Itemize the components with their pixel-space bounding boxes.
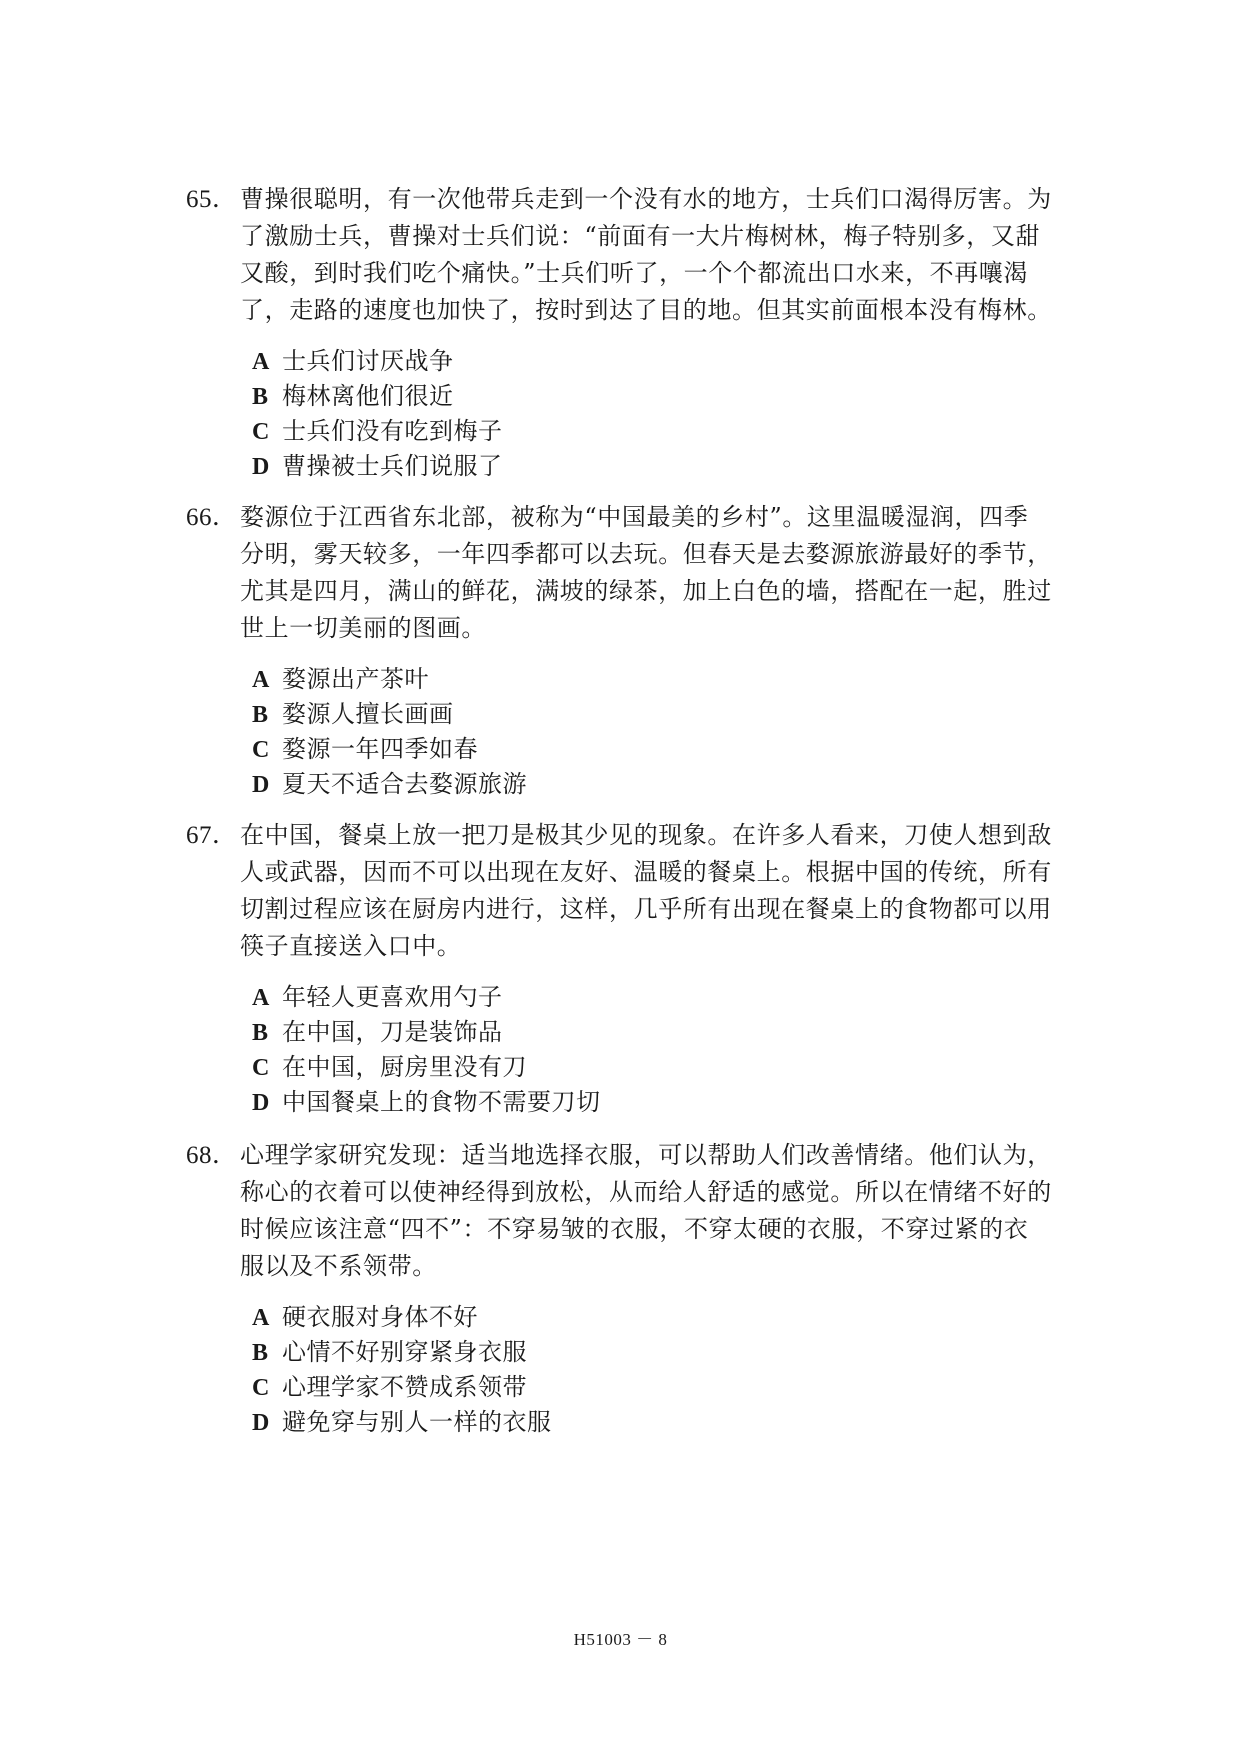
option-text: 在中国，厨房里没有刀 xyxy=(282,1053,527,1081)
option-a[interactable] xyxy=(252,344,1066,379)
option-text: 士兵们没有吃到梅子 xyxy=(282,417,503,445)
option-c[interactable] xyxy=(252,1370,1066,1405)
question-line: 切割过程应该在厨房内进行，这样，几乎所有出现在餐桌上的食物都可以用 xyxy=(240,895,1052,923)
option-text: 曹操被士兵们说服了 xyxy=(282,452,503,480)
answer-options xyxy=(252,1300,1066,1440)
option-text: 夏天不适合去婺源旅游 xyxy=(282,770,527,798)
question-text xyxy=(240,499,1066,647)
option-letter: B xyxy=(252,1340,269,1366)
option-text: 硬衣服对身体不好 xyxy=(282,1303,478,1331)
question-number: 65． xyxy=(186,186,238,213)
question-67 xyxy=(186,817,1066,1120)
option-letter: C xyxy=(252,419,270,445)
option-text: 在中国，刀是装饰品 xyxy=(282,1018,503,1046)
option-letter: B xyxy=(252,1020,269,1046)
option-letter: A xyxy=(252,1305,270,1331)
question-number: 67． xyxy=(186,822,238,849)
option-text: 婺源出产茶叶 xyxy=(282,665,429,693)
option-d[interactable] xyxy=(252,449,1066,484)
page-footer: H51003 － 8 xyxy=(573,1630,668,1649)
option-letter: C xyxy=(252,737,270,763)
option-a[interactable] xyxy=(252,1300,1066,1335)
option-text: 避免穿与别人一样的衣服 xyxy=(282,1408,552,1436)
option-letter: D xyxy=(252,772,270,798)
option-text: 年轻人更喜欢用勺子 xyxy=(282,983,503,1011)
question-line: 时候应该注意“四不”：不穿易皱的衣服，不穿太硬的衣服，不穿过紧的衣 xyxy=(240,1215,1029,1243)
option-c[interactable] xyxy=(252,732,1066,767)
option-text: 士兵们讨厌战争 xyxy=(282,347,454,375)
option-letter: A xyxy=(252,349,270,375)
option-d[interactable] xyxy=(252,1405,1066,1440)
question-line: 分明，雾天较多，一年四季都可以去玩。但春天是去婺源旅游最好的季节， xyxy=(240,540,1052,568)
question-65 xyxy=(186,181,1066,484)
question-text xyxy=(240,817,1066,965)
question-line: 了激励士兵，曹操对士兵们说：“前面有一大片梅树林，梅子特别多，又甜 xyxy=(240,222,1041,250)
option-text: 中国餐桌上的食物不需要刀切 xyxy=(282,1088,601,1116)
answer-options xyxy=(252,980,1066,1120)
question-line: 世上一切美丽的图画。 xyxy=(240,614,486,642)
question-line: 婺源位于江西省东北部，被称为“中国最美的乡村”。这里温暖湿润，四季 xyxy=(240,503,1029,531)
option-text: 梅林离他们很近 xyxy=(282,382,454,410)
option-letter: A xyxy=(252,985,270,1011)
option-a[interactable] xyxy=(252,662,1066,697)
option-text: 婺源一年四季如春 xyxy=(282,735,478,763)
question-line: 尤其是四月，满山的鲜花，满坡的绿茶，加上白色的墙，搭配在一起，胜过 xyxy=(240,577,1052,605)
option-c[interactable] xyxy=(252,1050,1066,1085)
option-letter: C xyxy=(252,1055,270,1081)
question-line: 服以及不系领带。 xyxy=(240,1252,437,1280)
question-line: 称心的衣着可以使神经得到放松，从而给人舒适的感觉。所以在情绪不好的 xyxy=(240,1178,1052,1206)
option-b[interactable] xyxy=(252,1015,1066,1050)
question-line: 了，走路的速度也加快了，按时到达了目的地。但其实前面根本没有梅林。 xyxy=(240,296,1052,324)
option-letter: B xyxy=(252,702,269,728)
option-letter: B xyxy=(252,384,269,410)
question-line: 筷子直接送入口中。 xyxy=(240,932,462,960)
question-number: 68． xyxy=(186,1142,238,1169)
question-line: 心理学家研究发现：适当地选择衣服，可以帮助人们改善情绪。他们认为， xyxy=(240,1141,1052,1169)
option-text: 婺源人擅长画画 xyxy=(282,700,454,728)
option-d[interactable] xyxy=(252,1085,1066,1120)
question-text xyxy=(240,181,1066,329)
option-a[interactable] xyxy=(252,980,1066,1015)
question-68 xyxy=(186,1137,1066,1440)
answer-options xyxy=(252,344,1066,484)
question-line: 在中国，餐桌上放一把刀是极其少见的现象。在许多人看来，刀使人想到敌 xyxy=(240,821,1052,849)
option-letter: D xyxy=(252,454,270,480)
option-letter: D xyxy=(252,1090,270,1116)
option-letter: A xyxy=(252,667,270,693)
option-b[interactable] xyxy=(252,1335,1066,1370)
question-line: 又酸，到时我们吃个痛快。”士兵们听了，一个个都流出口水来，不再嚷渴 xyxy=(240,259,1029,287)
question-66 xyxy=(186,499,1066,802)
answer-options xyxy=(252,662,1066,802)
question-line: 人或武器，因而不可以出现在友好、温暖的餐桌上。根据中国的传统，所有 xyxy=(240,858,1052,886)
question-number: 66． xyxy=(186,504,238,531)
option-letter: C xyxy=(252,1375,270,1401)
option-c[interactable] xyxy=(252,414,1066,449)
question-text xyxy=(240,1137,1066,1285)
option-text: 心理学家不赞成系领带 xyxy=(282,1373,527,1401)
question-line: 曹操很聪明，有一次他带兵走到一个没有水的地方，士兵们口渴得厉害。为 xyxy=(240,185,1052,213)
option-text: 心情不好别穿紧身衣服 xyxy=(282,1338,527,1366)
option-letter: D xyxy=(252,1410,270,1436)
option-b[interactable] xyxy=(252,697,1066,732)
option-d[interactable] xyxy=(252,767,1066,802)
option-b[interactable] xyxy=(252,379,1066,414)
